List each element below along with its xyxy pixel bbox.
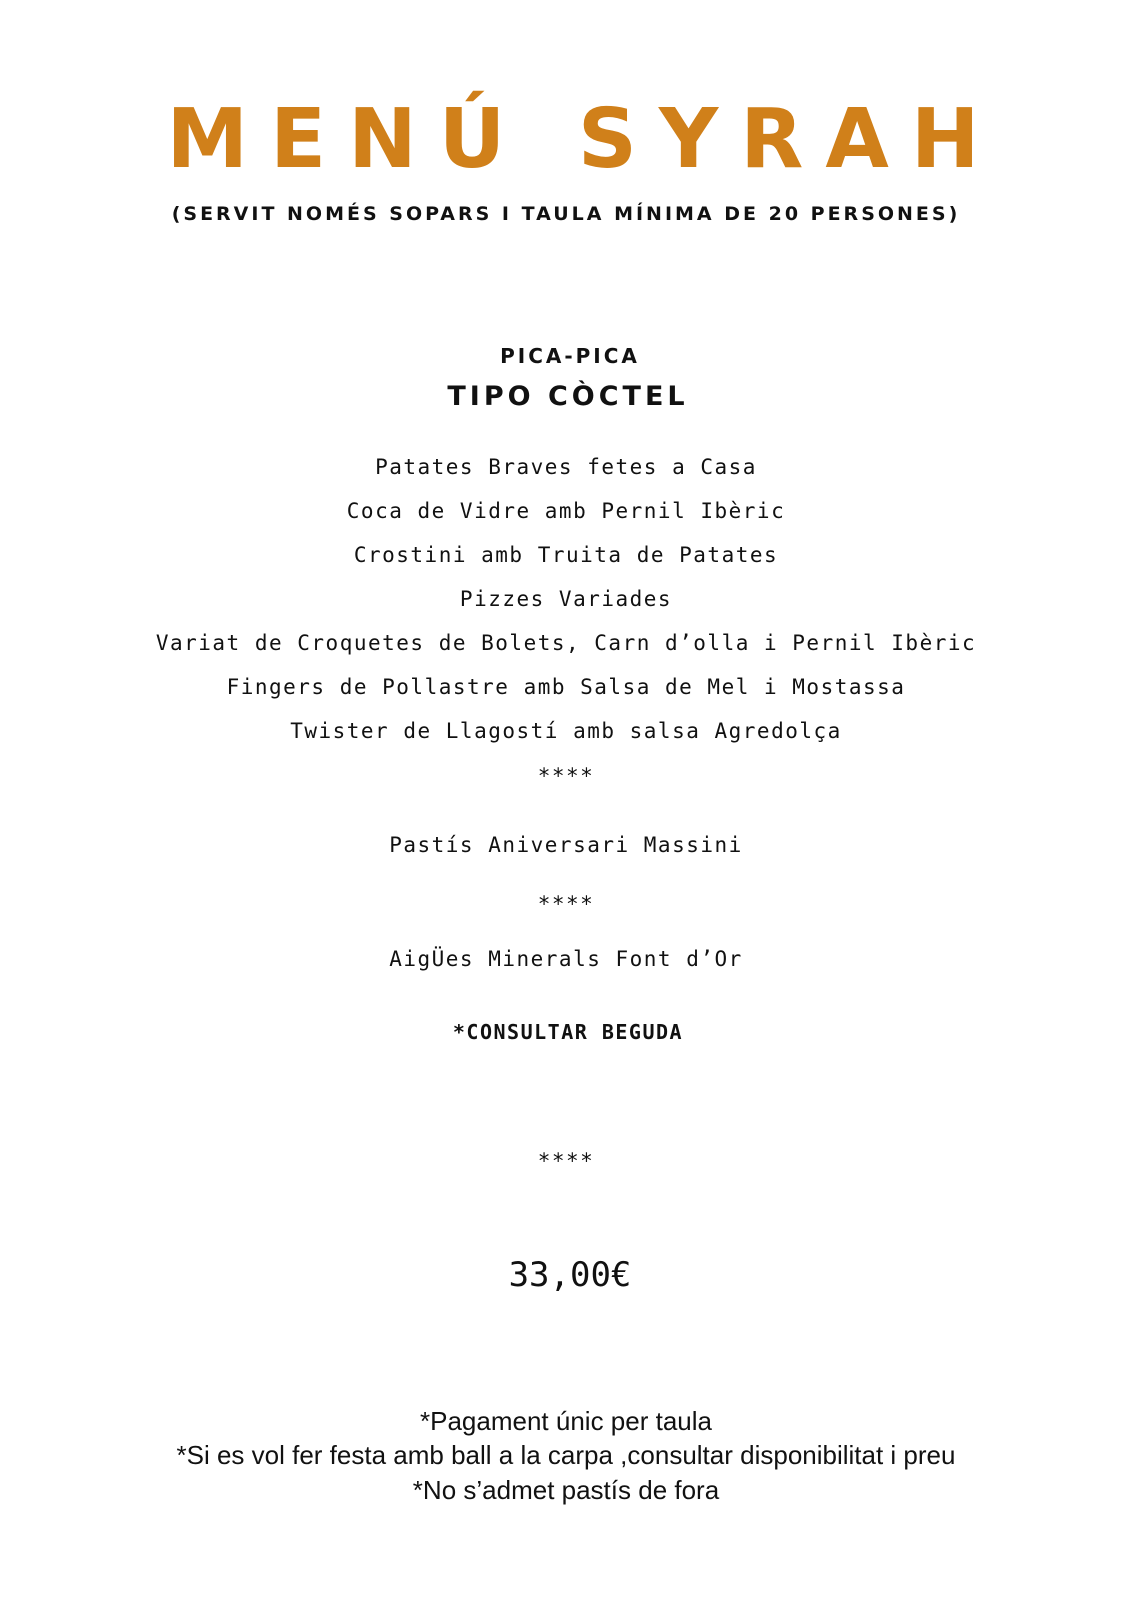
menu-subtitle: (SERVIT NOMÉS SOPARS I TAULA MÍNIMA DE 20 PERSONES) bbox=[171, 203, 961, 225]
separator: **** bbox=[537, 1149, 595, 1173]
dish-item: Variat de Croquetes de Bolets, Carn d’olla i Pernil Ibèric bbox=[155, 631, 977, 655]
menu-price: 33,00€ bbox=[508, 1255, 632, 1295]
dish-item: Crostini amb Truita de Patates bbox=[353, 543, 779, 567]
dish-item: Twister de Llagostí amb salsa Agredolça bbox=[290, 719, 842, 743]
separator: **** bbox=[537, 892, 595, 916]
water-item: AigÜes Minerals Font d’Or bbox=[389, 947, 743, 971]
drink-note: *CONSULTAR BEGUDA bbox=[452, 1020, 684, 1044]
dish-item: Patates Braves fetes a Casa bbox=[375, 455, 757, 479]
footnote: *No s’admet pastís de fora bbox=[412, 1475, 720, 1505]
separator: **** bbox=[537, 764, 595, 788]
section-label: PICA-PICA bbox=[500, 344, 640, 368]
footnote: *Pagament únic per taula bbox=[420, 1406, 712, 1436]
footnote: *Si es vol fer festa amb ball a la carpa ,consultar disponibilitat i preu bbox=[176, 1440, 956, 1470]
dessert-item: Pastís Aniversari Massini bbox=[389, 833, 743, 857]
section-title: TIPO CÒCTEL bbox=[447, 381, 689, 412]
dish-item: Fingers de Pollastre amb Salsa de Mel i Mostassa bbox=[226, 675, 906, 699]
menu-title: MENÚ SYRAH bbox=[166, 92, 1002, 187]
dish-item: Pizzes Variades bbox=[459, 587, 673, 611]
dish-item: Coca de Vidre amb Pernil Ibèric bbox=[346, 499, 786, 523]
